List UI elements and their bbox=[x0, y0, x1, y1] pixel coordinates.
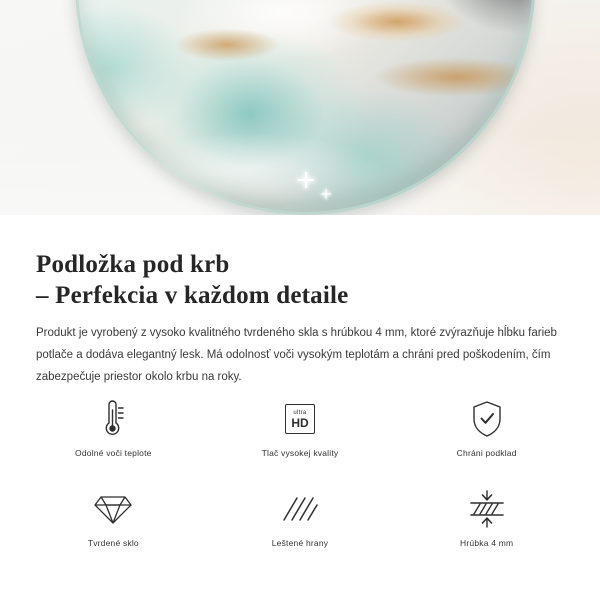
thermometer-icon bbox=[96, 396, 130, 442]
ultra-hd-badge-bottom: HD bbox=[291, 415, 309, 430]
feature-label: Tvrdené sklo bbox=[87, 538, 139, 548]
feature-grid bbox=[20, 396, 580, 558]
hero-image bbox=[0, 0, 600, 215]
feature-item-tempered-glass bbox=[20, 486, 207, 558]
edge-highlight bbox=[103, 132, 388, 206]
headline-line-1: Podložka pod krb bbox=[36, 250, 230, 278]
headline-line-2: – Perfekcia v každom detaile bbox=[36, 281, 349, 309]
description-paragraph: Produkt je vyrobený z vysoko kvalitného tvrdeného skla s hrúbkou 4 mm, ktoré zvýrazňuje hĺbku farieb potlače a dodáva elegantný lesk. Má odolnosť voči vysokým teplotám a chráni pred poškodením, čím zabezpečuje priestor okolo krbu na roky. bbox=[36, 326, 557, 383]
feature-item-thickness bbox=[393, 486, 580, 558]
feature-label: Odolné voči teplote bbox=[75, 448, 152, 458]
diamond-icon bbox=[93, 486, 133, 532]
ultra-hd-badge-top: ultra bbox=[293, 409, 307, 416]
feature-label: Tlač vysokej kvality bbox=[261, 448, 339, 458]
feature-item-polished-edges bbox=[207, 486, 394, 558]
ultra-hd-icon bbox=[285, 396, 315, 442]
glass-pad-product-image bbox=[75, 0, 535, 215]
page-title bbox=[36, 249, 576, 311]
thickness-arrows-icon bbox=[466, 486, 508, 532]
shield-check-icon bbox=[469, 396, 505, 442]
polished-edges-icon bbox=[280, 486, 320, 532]
feature-item-temperature bbox=[20, 396, 207, 468]
feature-item-surface-protection bbox=[393, 396, 580, 468]
feature-label: Leštené hrany bbox=[271, 538, 329, 548]
feature-item-print-quality bbox=[207, 396, 394, 468]
feature-label: Chráni podklad bbox=[456, 448, 517, 458]
feature-label: Hrúbka 4 mm bbox=[460, 538, 514, 548]
